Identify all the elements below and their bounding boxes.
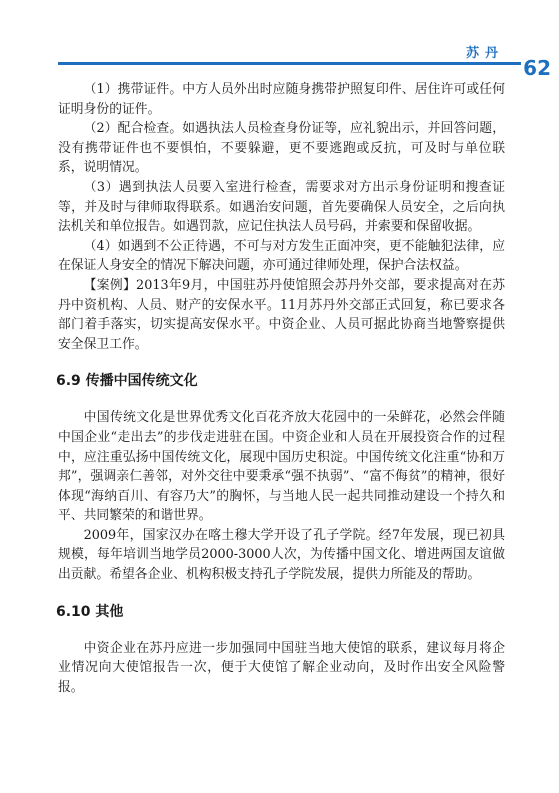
paragraph-home-search: （3）遇到执法人员要入室进行检查，需要求对方出示身份证明和搜查证等，并及时与律师取得联系。如遇治安问题，首先要确保人员安全，之后向执法机关和单位报告。如遇罚款，应记住执法人员号码，并索要和保留收据。 xyxy=(58,179,505,235)
page-number: 62 xyxy=(523,56,551,80)
running-header-title: 苏丹 xyxy=(465,46,504,61)
page-header xyxy=(0,0,559,90)
page-body xyxy=(58,80,505,697)
paragraph-confucius-institute: 2009年，国家汉办在喀土穆大学开设了孔子学院。经7年发展，现已初具规模，每年培训当地学员2000-3000人次，为传播中国文化、增进两国友谊做出贡献。希望各企业、机构积极支持孔子学院发展，提供力所能及的帮助。 xyxy=(58,527,505,583)
paragraph-traditional-culture: 中国传统文化是世界优秀文化百花齐放大花园中的一朵鲜花，必然会伴随中国企业“走出去”的步伐走进驻在国。中资企业和人员在开展投资合作的过程中，应注重弘扬中国传统文化，展现中国历史积淀。中国传统文化注重“协和万邦”，强调亲仁善邻，对外交往中要秉承“强不执弱”、“富不侮贫”的精神，很好体现“海纳百川、有容乃大”的胸怀，与当地人民一起共同推动建设一个持久和平、共同繁荣的和谐世界。 xyxy=(58,410,505,524)
paragraph-other: 中资企业在苏丹应进一步加强同中国驻当地大使馆的联系，建议每月将企业情况向大使馆报告一次，便于大使馆了解企业动向，及时作出安全风险警报。 xyxy=(58,640,505,695)
header-rule xyxy=(58,62,521,65)
paragraph-unfair-treatment: （4）如遇到不公正待遇，不可与对方发生正面冲突，更不能触犯法律，应在保证人身安全的情况下解决问题，亦可通过律师处理，保护合法权益。 xyxy=(58,238,505,274)
section-heading-6-9: 6.9 传播中国传统文化 xyxy=(56,373,198,390)
paragraph-cooperate-inspection: （2）配合检查。如遇执法人员检查身份证等，应礼貌出示，并回答问题，没有携带证件也不要惧怕，不要躲避，更不要逃跑或反抗，可及时与单位联系，说明情况。 xyxy=(58,121,505,176)
paragraph-carry-id: （1）携带证件。中方人员外出时应随身携带护照复印件、居住许可或任何证明身份的证件。 xyxy=(58,82,505,117)
paragraph-case: 【案例】2013年9月，中国驻苏丹使馆照会苏丹外交部，要求提高对在苏丹中资机构、人员、财产的安保水平。11月苏丹外交部正式回复，称已要求各部门着手落实，切实提高安保水平。中资企业、人员可据此协商当地警察提供安全保卫工作。 xyxy=(58,277,505,352)
section-heading-6-10: 6.10 其他 xyxy=(56,603,124,620)
